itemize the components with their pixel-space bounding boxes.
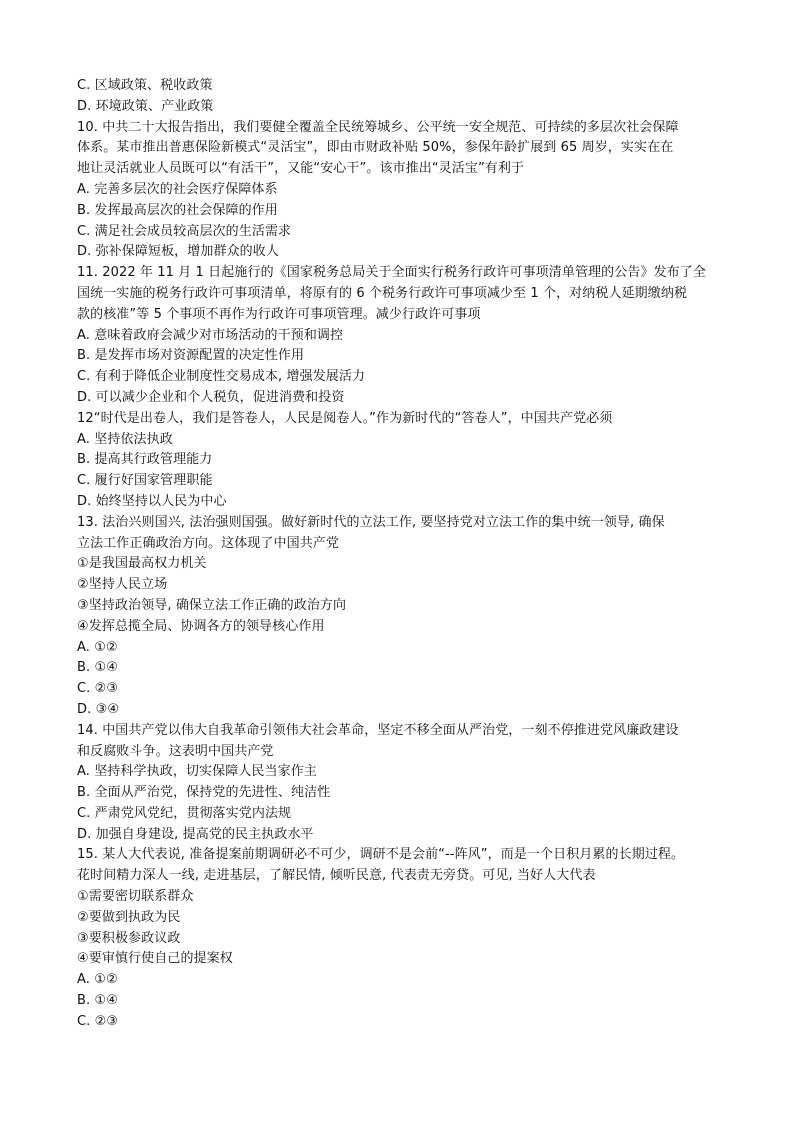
option-line: B. 是发挥市场对资源配置的决定性作用 (77, 348, 305, 364)
option-line: A. ①② (77, 639, 118, 655)
option-line: B. 提高其行政管理能力 (77, 452, 213, 468)
option-line: C. 严肃党风党纪，贯彻落实党内法规 (77, 805, 292, 821)
option-line: A. 坚持依法执政 (77, 431, 173, 447)
option-line: A. 意味着政府会减少对市场活动的干预和调控 (77, 327, 344, 343)
option-line: D. 始终坚持以人民为中心 (77, 493, 227, 509)
statement-line: ①是我国最高权力机关 (77, 556, 207, 572)
statement-line: ③要积极参政议政 (77, 930, 181, 946)
option-line: B. 全面从严治党，保持党的先进性、纯洁性 (77, 785, 331, 801)
statement-line: ②要做到执政为民 (77, 909, 181, 925)
option-line: B. ①④ (77, 660, 118, 676)
question-stem-line: 15. 某人大代表说, 准备提案前期调研必不可少，调研不是会前“--阵风”，而是一个日积月累的长期过程。 (77, 847, 685, 863)
question-stem-line: 14. 中国共产党以伟大自我革命引领伟大社会革命，坚定不移全面从严治党，一刻不停推进党风廉政建设 (77, 722, 679, 738)
option-line: A. 坚持科学执政，切实保障人民当家作主 (77, 764, 317, 780)
question-stem-line: 体系。某市推出普惠保险新模式“灵活宝”，即由市财政补贴 50%，参保年龄扩展到 65 周岁，实实在在 (77, 140, 674, 156)
question-stem-line: 国统一实施的税务行政许可事项清单，将原有的 6 个税务行政许可事项减少至 1 个，对纳税人延期缴纳税 (77, 285, 688, 301)
question-stem-line: 立法工作正确政治方向。这体现了中国共产党 (77, 535, 340, 551)
option-line: A. ①② (77, 972, 118, 988)
option-line: C. 履行好国家管理职能 (77, 473, 213, 489)
question-stem-line: 花时间精力深人一线, 走进基层，了解民情, 倾听民意, 代表责无旁贷。可见, 当好人大代表 (77, 868, 596, 884)
question-stem-line: 13. 法治兴则国兴, 法治强则国强。做好新时代的立法工作, 要坚持党对立法工作的集中统一领导, 确保 (77, 514, 665, 530)
option-line: C. 满足社会成员较高层次的生活需求 (77, 223, 292, 239)
question-stem-line: 地让灵活就业人员既可以“有活干”，又能“安心干”。该市推出“灵活宝”有利于 (77, 161, 525, 177)
question-stem-line: 12“时代是出卷人，我们是答卷人，人民是阅卷人。”作为新时代的“答卷人”，中国共产党必须 (77, 410, 613, 426)
option-line: B. 发挥最高层次的社会保障的作用 (77, 202, 278, 218)
statement-line: ④发挥总揽全局、协调各方的领导核心作用 (77, 618, 325, 634)
question-stem-line: 和反腐败斗争。这表明中国共产党 (77, 743, 274, 759)
question-stem-line: 款的核准”等 5 个事项不再作为行政许可事项管理。减少行政许可事项 (77, 306, 481, 322)
statement-line: ③坚持政治领导, 确保立法工作正确的政治方向 (77, 597, 347, 613)
statement-line: ②坚持人民立场 (77, 577, 168, 593)
statement-line: ④要审慎行使自己的提案权 (77, 951, 233, 967)
statement-line: ①需要密切联系群众 (77, 889, 194, 905)
question-stem-line: 10. 中共二十大报告指出，我们要健全覆盖全民统筹城乡、公平统一安全规范、可持续的多层次社会保障 (77, 119, 679, 135)
option-line: B. ①④ (77, 993, 118, 1009)
option-line: D. 可以减少企业和个人税负，促进消费和投资 (77, 389, 345, 405)
option-line: D. ③④ (77, 701, 120, 717)
option-line: D. 加强自身建设, 提高党的民主执政水平 (77, 826, 314, 842)
option-line: D. 弥补保障短板，增加群众的收人 (77, 244, 279, 260)
option-line: C. 区域政策、税收政策 (77, 78, 213, 93)
option-line: D. 环境政策、产业政策 (77, 98, 214, 114)
option-line: C. 有利于降低企业制度性交易成本, 增强发展活力 (77, 369, 366, 385)
option-line: C. ②③ (77, 681, 119, 697)
question-stem-line: 11. 2022 年 11 月 1 日起施行的《国家税务总局关于全面实行税务行政许可事项清单管理的公告》发布了全 (77, 265, 706, 281)
option-line: A. 完善多层次的社会医疗保障体系 (77, 181, 278, 197)
option-line: C. ②③ (77, 1013, 119, 1029)
